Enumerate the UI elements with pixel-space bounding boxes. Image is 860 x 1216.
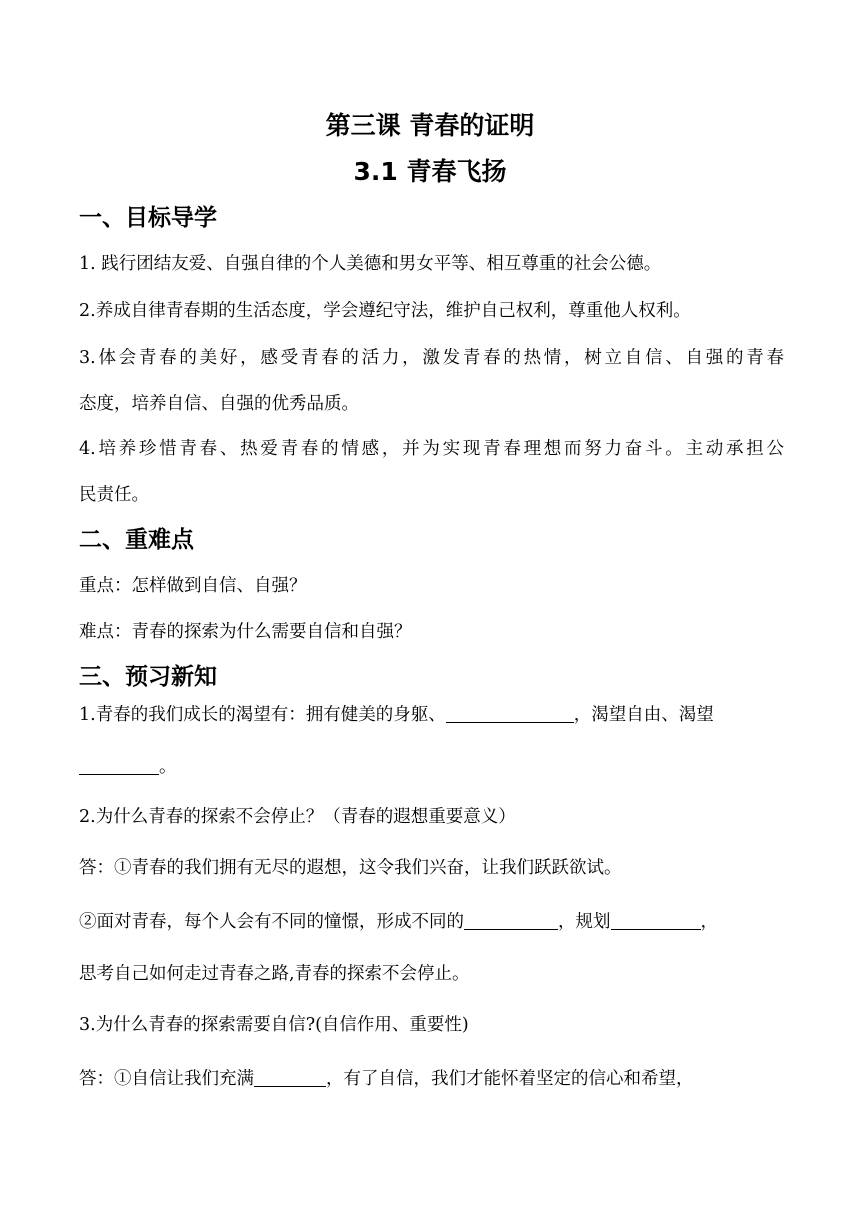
lesson-title: 第三课 青春的证明: [325, 111, 535, 140]
question-2-answer-2: [79, 909, 784, 935]
question-1-text-2: ，渴望自由、渴望: [573, 705, 714, 725]
question-3-answer-1: [79, 1066, 784, 1092]
question-2-answer-2-text-3: ，: [700, 912, 718, 932]
question-3-answer-1-text-2: ，有了自信，我们才能怀着坚定的信心和希望，: [326, 1069, 694, 1089]
difficult-point: 难点：青春的探索为什么需要自信和自强？: [79, 622, 412, 642]
question-2-answer-1: 答：①青春的我们拥有无尽的遐想，这令我们兴奋，让我们跃跃欲试。: [79, 858, 622, 878]
answer-blank[interactable]: [79, 754, 159, 775]
question-3-answer-1-text: 答：①自信让我们充满: [79, 1069, 254, 1089]
goal-item-1: 1. 践行团结友爱、自强自律的个人美德和男女平等、相互尊重的社会公德。: [79, 254, 662, 274]
question-1: [79, 702, 784, 728]
question-2: 2.为什么青春的探索不会停止？（青春的遐想重要意义）: [79, 807, 516, 827]
goal-item-3-cont: 态度，培养自信、自强的优秀品质。: [79, 394, 359, 414]
goal-item-3: 3.体会青春的美好，感受青春的活力，激发青春的热情，树立自信、自强的青春: [79, 348, 784, 368]
heading-preview: 三、预习新知: [79, 664, 217, 690]
question-1-text: 1.青春的我们成长的渴望有：拥有健美的身躯、: [79, 705, 446, 725]
goal-item-2: 2.养成自律青春期的生活态度，学会遵纪守法，维护自己权利，尊重他人权利。: [79, 301, 691, 321]
answer-blank[interactable]: [611, 909, 701, 930]
answer-blank[interactable]: [254, 1066, 326, 1087]
heading-goals: 一、目标导学: [79, 205, 217, 231]
goal-item-4: 4.培养珍惜青春、热爱青春的情感，并为实现青春理想而努力奋斗。主动承担公: [79, 439, 784, 459]
question-2-answer-2-text: ②面对青春，每个人会有不同的憧憬，形成不同的: [79, 912, 464, 932]
heading-key-points: 二、重难点: [79, 527, 194, 553]
question-3: 3.为什么青春的探索需要自信?(自信作用、重要性): [79, 1015, 469, 1035]
question-2-answer-3: 思考自己如何走过青春之路,青春的探索不会停止。: [79, 964, 470, 984]
question-1-end: 。: [159, 757, 177, 777]
goal-item-4-cont: 民责任。: [79, 485, 149, 505]
answer-blank[interactable]: [446, 702, 574, 723]
key-point: 重点：怎样做到自信、自强？: [79, 576, 307, 596]
answer-blank[interactable]: [464, 909, 558, 930]
question-1-cont: [79, 754, 784, 780]
question-2-answer-2-text-2: ，规划: [558, 912, 611, 932]
section-title: 3.1 青春飞扬: [353, 157, 507, 186]
